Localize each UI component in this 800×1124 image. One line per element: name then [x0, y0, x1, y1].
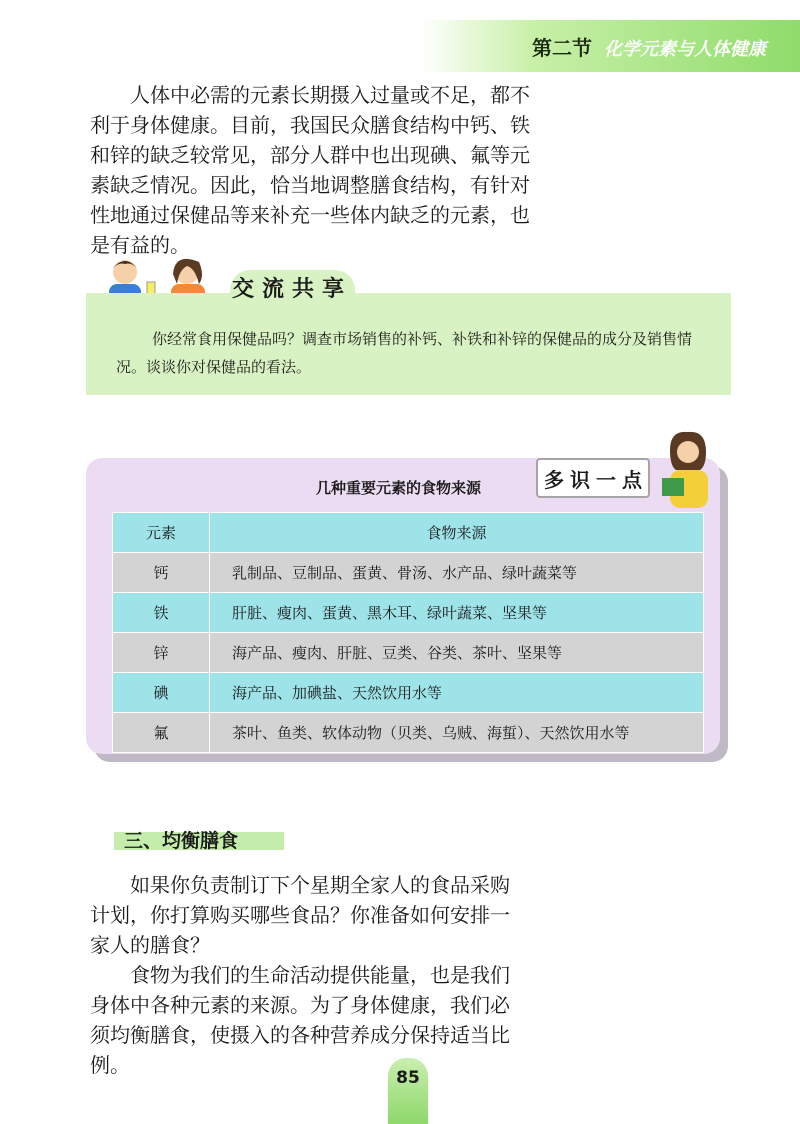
- section-title: 三、均衡膳食: [124, 830, 239, 852]
- table-row: [113, 553, 704, 593]
- discussion-text: 你经常食用保健品吗？调查市场销售的补钙、补铁和补锌的保健品的成分及销售情况。谈谈你对保健品的看法。: [116, 330, 693, 376]
- reading-girl-illustration: [656, 430, 718, 510]
- chapter-header: [532, 32, 766, 61]
- header-source: 食物来源: [210, 513, 704, 553]
- section-subtitle: 化学元素与人体健康: [604, 39, 766, 60]
- element-cell: 铁: [113, 593, 210, 633]
- header-element: 元素: [113, 513, 210, 553]
- knowledge-tab-label: 多识一点: [544, 468, 648, 492]
- intro-text: 人体中必需的元素长期摄入过量或不足，都不利于身体健康。目前，我国民众膳食结构中钙、铁和锌的缺乏较常见，部分人群中也出现碘、氟等元素缺乏情况。因此，恰当地调整膳食结构，有针对性地通过保健品等来补充一些体内缺乏的元素，也是有益的。: [90, 83, 530, 257]
- source-cell: 茶叶、鱼类、软体动物（贝类、乌贼、海蜇）、天然饮用水等: [210, 713, 704, 753]
- element-cell: 碘: [113, 673, 210, 713]
- table-header-row: [113, 513, 704, 553]
- table-row: [113, 673, 704, 713]
- element-cell: 氟: [113, 713, 210, 753]
- section-paragraph-2: 食物为我们的生命活动提供能量，也是我们身体中各种元素的来源。为了身体健康，我们必须均衡膳食，使摄入的各种营养成分保持适当比例。: [90, 963, 510, 1077]
- source-cell: 海产品、加碘盐、天然饮用水等: [210, 673, 704, 713]
- intro-paragraph: [90, 80, 530, 260]
- table-row: [113, 633, 704, 673]
- element-cell: 锌: [113, 633, 210, 673]
- source-cell: 乳制品、豆制品、蛋黄、骨汤、水产品、绿叶蔬菜等: [210, 553, 704, 593]
- table-row: [113, 713, 704, 753]
- section-paragraph-1: 如果你负责制订下个星期全家人的食品采购计划，你打算购买哪些食品？你准备如何安排一家人的膳食？: [90, 873, 510, 957]
- section-label: 第二节: [532, 36, 592, 60]
- food-source-table: [112, 512, 704, 753]
- page-number: 85: [396, 1068, 420, 1088]
- source-cell: 海产品、瘦肉、肝脏、豆类、谷类、茶叶、坚果等: [210, 633, 704, 673]
- source-cell: 肝脏、瘦肉、蛋黄、黑木耳、绿叶蔬菜、坚果等: [210, 593, 704, 633]
- section-body: [90, 870, 520, 1080]
- table-row: [113, 593, 704, 633]
- discussion-title: 交流共享: [232, 277, 353, 302]
- element-cell: 钙: [113, 553, 210, 593]
- table-title: 几种重要元素的食物来源: [316, 479, 482, 497]
